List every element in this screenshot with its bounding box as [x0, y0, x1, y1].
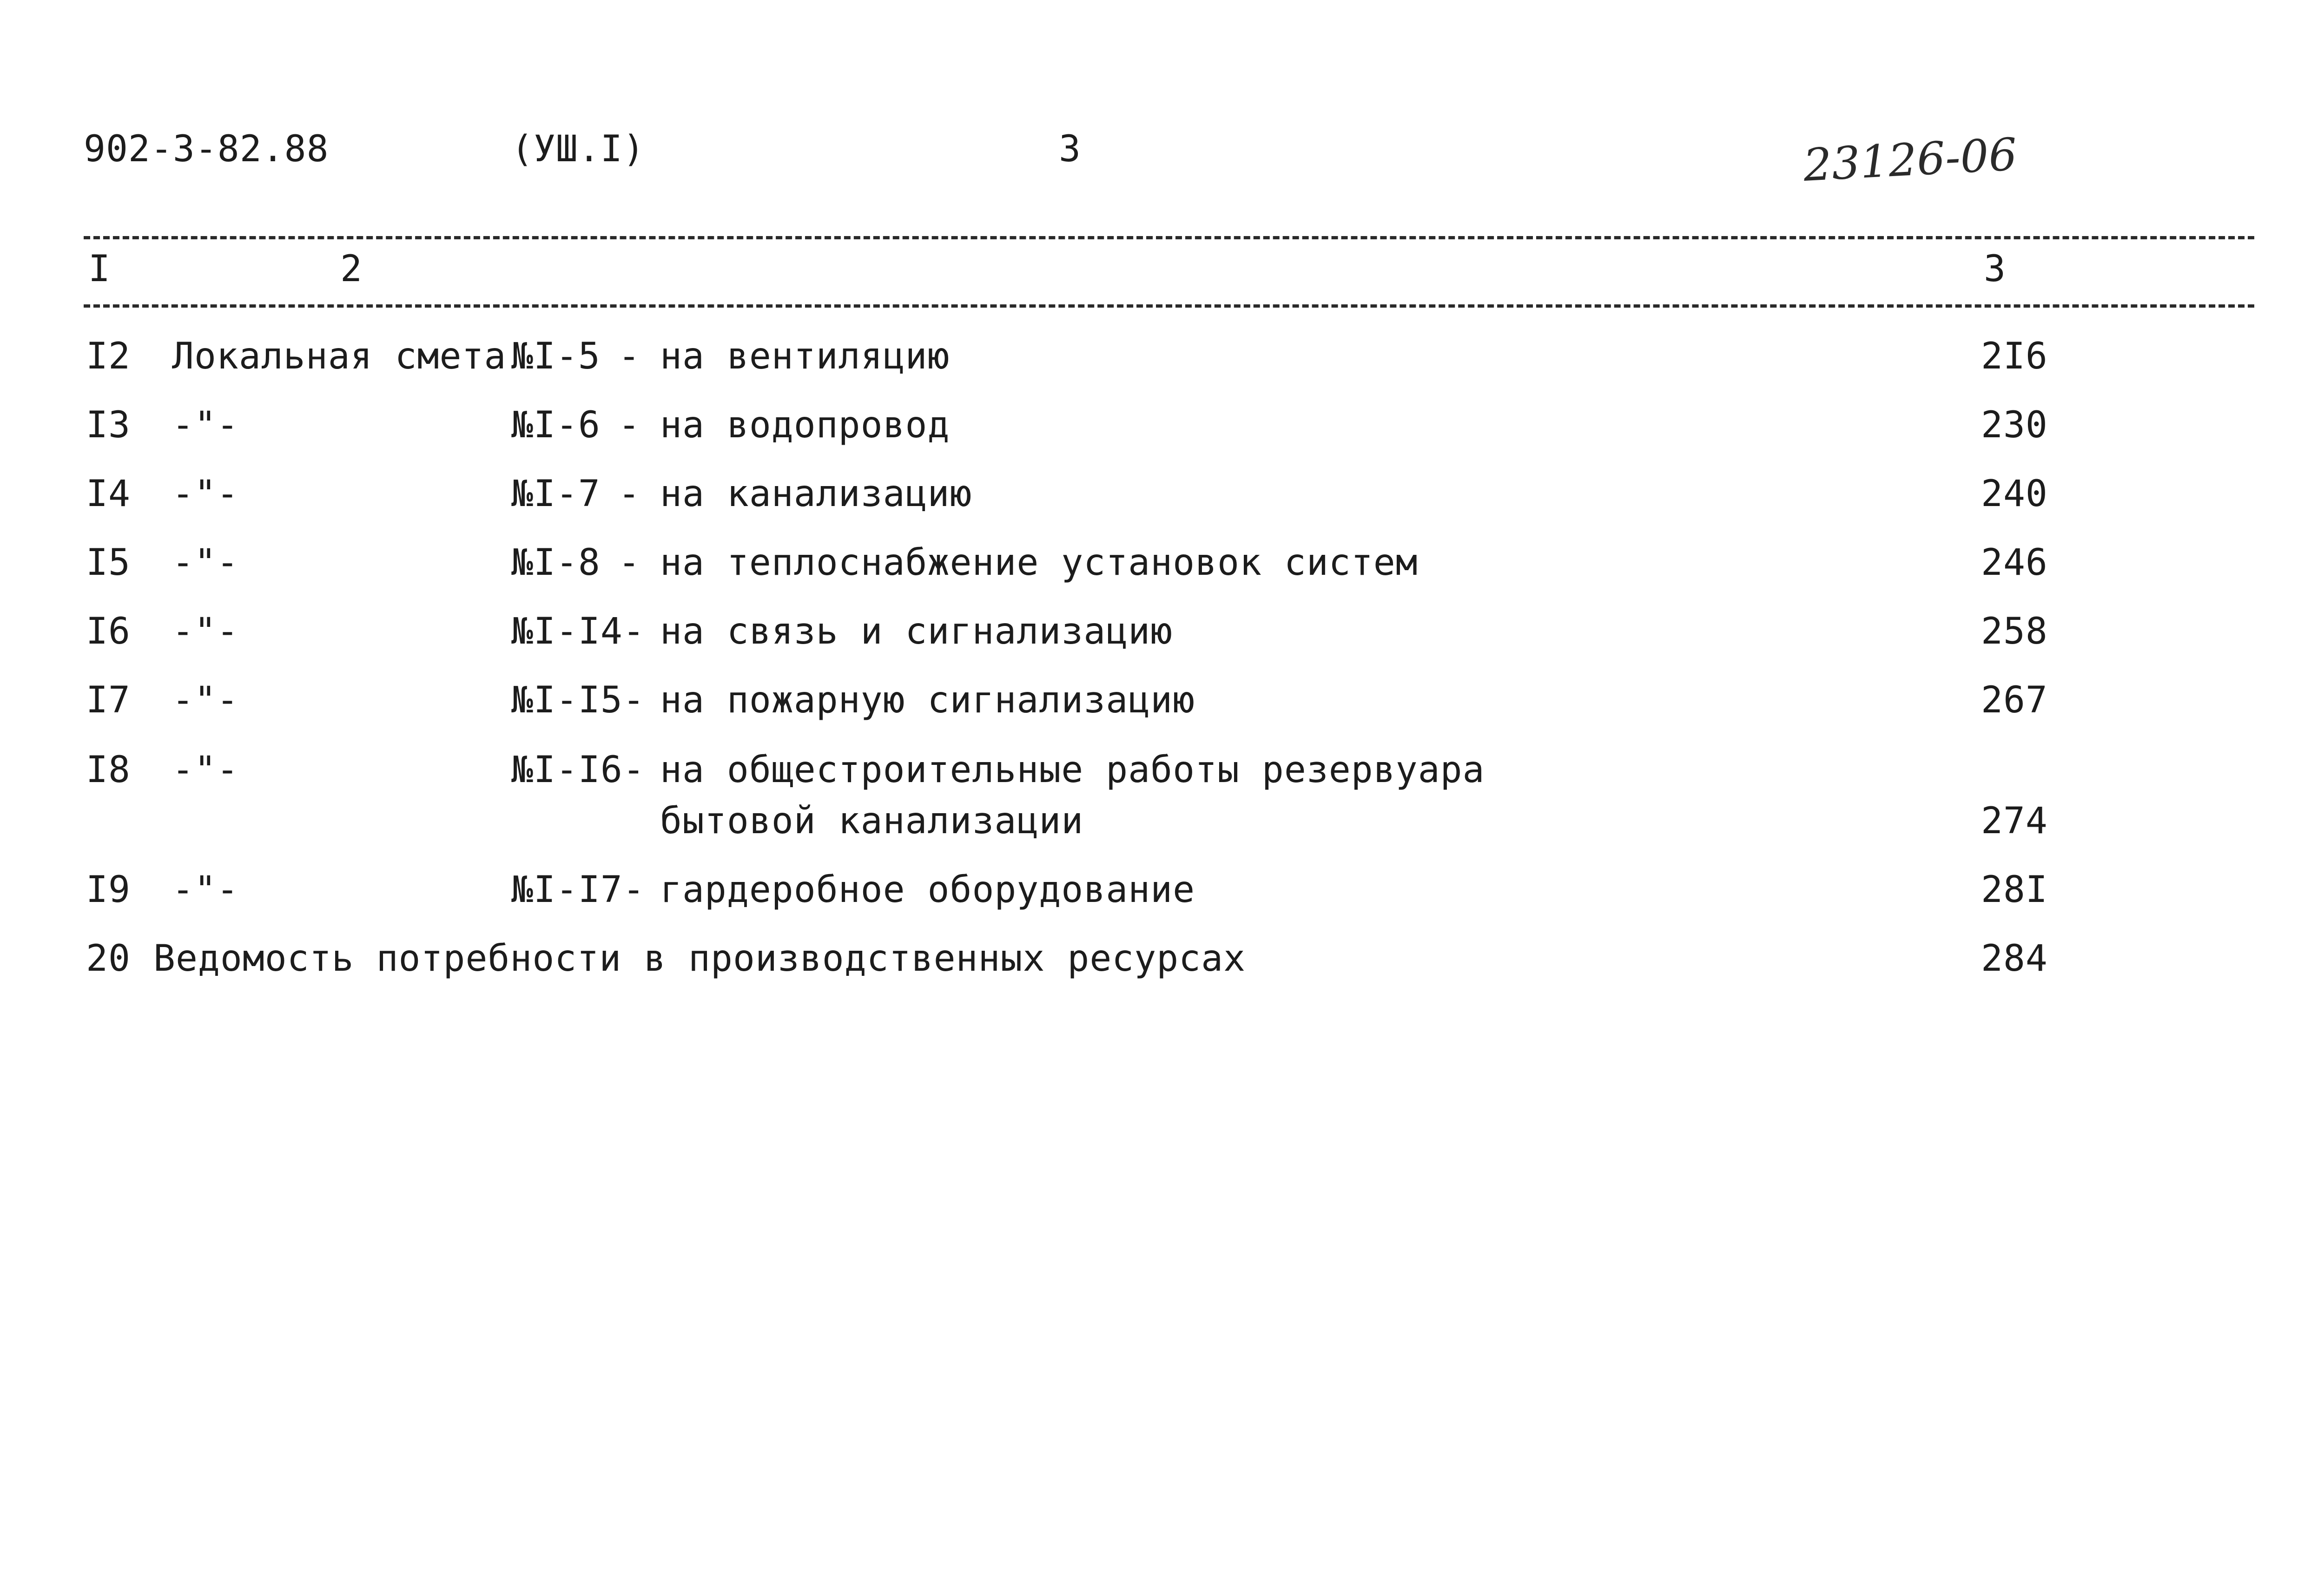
row-separator: - [618, 336, 640, 377]
row-number: I2 [86, 336, 131, 377]
row-code: №I-8 [511, 542, 601, 584]
row-page: 230 [1981, 404, 2048, 446]
row-code: №I-I6- [511, 749, 645, 791]
row-page: 267 [1981, 679, 2048, 721]
row-separator: - [618, 542, 640, 584]
row-description: на водопровод [660, 404, 950, 446]
row-name: -"- [172, 869, 239, 911]
bottom-dashed-rule [84, 304, 2254, 308]
row-name: Локальная смета [172, 336, 507, 377]
row-description-continued: бытовой канализации [660, 800, 1084, 842]
row-page: 28I [1981, 869, 2048, 911]
row-code: №I-I5- [511, 679, 645, 721]
row-description: на теплоснабжение установок систем [660, 542, 1418, 584]
row-description: на канализацию [660, 473, 972, 515]
row-number: I6 [86, 611, 131, 652]
row-name: -"- [172, 611, 239, 652]
row-name: -"- [172, 473, 239, 515]
row-separator: - [618, 404, 640, 446]
row-description: на пожарную сигнализацию [660, 679, 1195, 721]
row-code: №I-I7- [511, 869, 645, 911]
row-number: I8 [86, 749, 131, 791]
row-page: 2I6 [1981, 336, 2048, 377]
column-header-2: 2 [340, 248, 363, 290]
row-description: на общестроительные работы резервуара [660, 749, 1485, 791]
row-separator: - [618, 473, 640, 515]
row-number: I4 [86, 473, 131, 515]
row-code: №I-7 [511, 473, 601, 515]
page-number: 3 [1059, 128, 1081, 170]
row-page: 274 [1981, 800, 2048, 842]
row-full-title: Ведомость потребности в производственных ресурсах [153, 938, 1246, 980]
handwritten-mark: 23126-06 [1802, 128, 2019, 191]
row-page: 240 [1981, 473, 2048, 515]
row-page: 246 [1981, 542, 2048, 584]
row-page: 284 [1981, 938, 2048, 980]
row-code: №I-6 [511, 404, 601, 446]
column-header-3: 3 [1984, 248, 2006, 290]
row-number: 20 [86, 938, 131, 980]
section-label: (УШ.I) [511, 128, 645, 170]
top-dashed-rule [84, 236, 2254, 239]
row-name: -"- [172, 749, 239, 791]
row-description: на связь и сигнализацию [660, 611, 1173, 652]
document-code: 902-3-82.88 [84, 128, 329, 170]
row-code: №I-I4- [511, 611, 645, 652]
row-code: №I-5 [511, 336, 601, 377]
row-number: I9 [86, 869, 131, 911]
row-name: -"- [172, 542, 239, 584]
row-name: -"- [172, 679, 239, 721]
column-header-1: I [88, 248, 111, 290]
row-number: I5 [86, 542, 131, 584]
row-name: -"- [172, 404, 239, 446]
row-page: 258 [1981, 611, 2048, 652]
row-description: на вентиляцию [660, 336, 950, 377]
row-description: гардеробное оборудование [660, 869, 1195, 911]
row-number: I3 [86, 404, 131, 446]
row-number: I7 [86, 679, 131, 721]
